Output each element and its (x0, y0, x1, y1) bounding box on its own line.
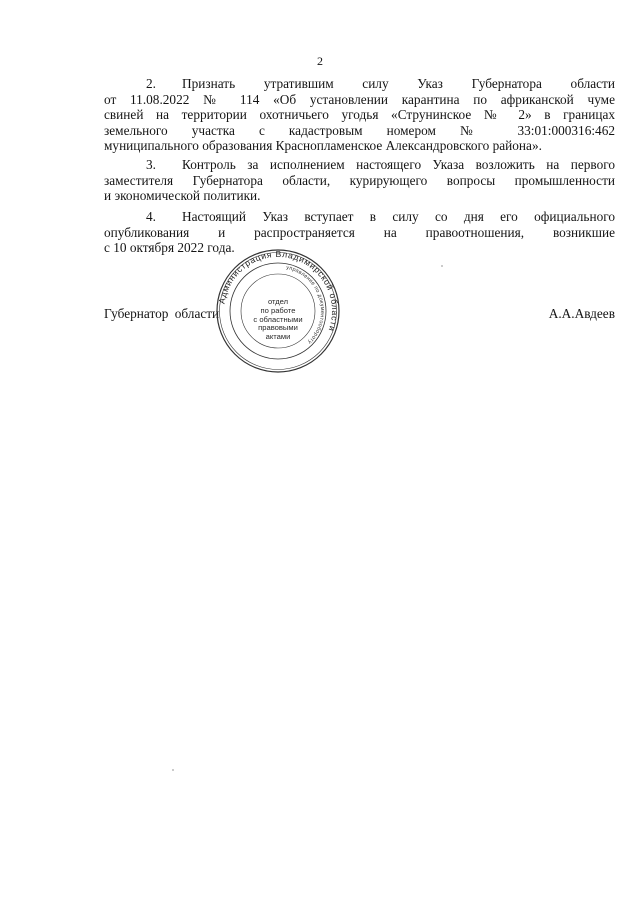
paragraph-line: муниципального образования Краснопламенское Александровского района». (104, 138, 542, 153)
paragraph-line: с 10 октября 2022 года. (104, 240, 235, 255)
paragraph-item-2 (104, 76, 615, 154)
scan-speck (172, 769, 174, 771)
paragraph-line: 4. Настоящий Указ вступает в силу со дня его официального (146, 209, 615, 224)
stamp-ring-text: управление по документообороту (285, 264, 326, 346)
page-number: 2 (317, 54, 323, 68)
signature-title: Губернатор области (104, 306, 220, 321)
item-number: 4. (146, 209, 156, 224)
stamp-outer-text: Администрация Владимирской области (216, 248, 341, 334)
item-number: 2. (146, 76, 156, 91)
stamp-inner-text (250, 298, 306, 342)
paragraph-line: земельного участка с кадастровым номером № 33:01:000316:462 (104, 122, 615, 138)
paragraph-item-4 (104, 209, 615, 256)
stamp-inner-line: правовыми (258, 323, 298, 333)
paragraph-line: и экономической политики. (104, 188, 261, 203)
stamp-inner-line: актами (265, 332, 291, 342)
paragraph-line: заместителя Губернатора области, курирующего вопросы промышленности (104, 172, 615, 188)
paragraph-line: свиней на территории охотничьего угодья «Струнинское № 2» в границах (104, 107, 615, 122)
paragraph-line: 2. Признать утратившим силу Указ Губернатора области (146, 76, 615, 91)
stamp-inner-line: отдел (267, 297, 289, 306)
signature-row (104, 306, 615, 324)
item-number: 3. (146, 157, 156, 172)
paragraph-line: 3. Контроль за исполнением настоящего Указа возложить на первого (146, 157, 615, 172)
signature-name: А.А.Авдеев (548, 306, 615, 321)
paragraph-item-3 (104, 157, 615, 204)
paragraph-line: от 11.08.2022 № 114 «Об установлении карантина по африканской чуме (104, 91, 615, 107)
stamp-inner-line: по работе (260, 305, 296, 315)
scan-speck (441, 265, 443, 267)
stamp-inner-line: с областными (253, 314, 303, 324)
paragraph-line: опубликования и распространяется на правоотношения, возникшие (104, 224, 615, 240)
